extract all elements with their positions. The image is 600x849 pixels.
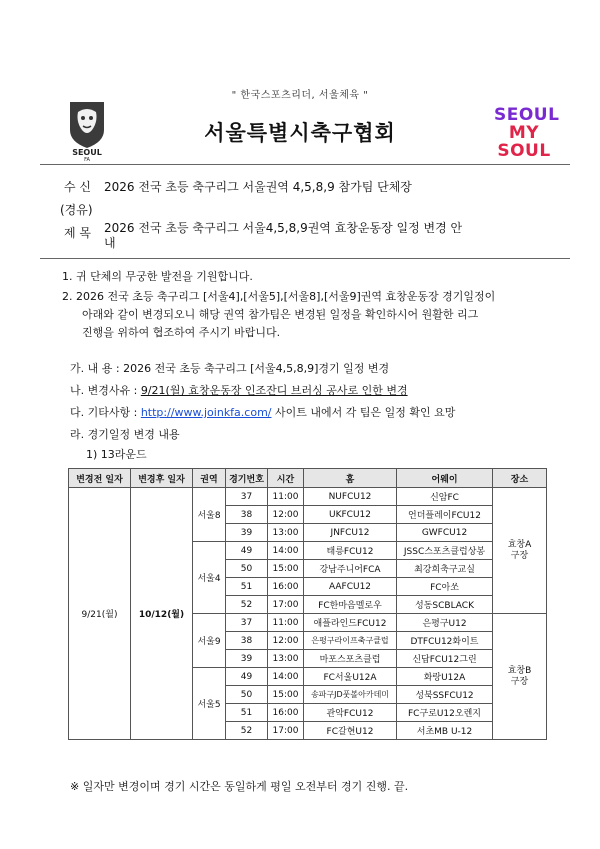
time-cell: 11:00 (268, 614, 304, 632)
away-cell: 언더플레이FCU12 (397, 506, 493, 524)
match-no-cell: 49 (226, 542, 268, 560)
col-after-date: 변경후 일자 (131, 469, 193, 488)
away-cell: GWFCU12 (397, 524, 493, 542)
time-cell: 13:00 (268, 524, 304, 542)
away-cell: FC아쏘 (397, 578, 493, 596)
home-cell: 강남주니어FCA (304, 560, 397, 578)
region-cell: 서울4 (193, 542, 226, 614)
match-no-cell: 37 (226, 488, 268, 506)
match-no-cell: 51 (226, 704, 268, 722)
home-cell: 관악FCU12 (304, 704, 397, 722)
venue-b-cell (493, 614, 547, 740)
time-cell: 17:00 (268, 596, 304, 614)
match-no-cell: 38 (226, 632, 268, 650)
time-cell: 13:00 (268, 650, 304, 668)
item-content-value: 2026 전국 초등 축구리그 [서울4,5,8,9]경기 일정 변경 (123, 362, 390, 375)
table-row (69, 488, 547, 506)
logo-left-main: SEOUL (72, 148, 102, 157)
col-home: 홈 (304, 469, 397, 488)
away-cell: FC구로U12오렌지 (397, 704, 493, 722)
away-cell: 서초MB U-12 (397, 722, 493, 740)
match-no-cell: 52 (226, 596, 268, 614)
home-cell: NUFCU12 (304, 488, 397, 506)
time-cell: 16:00 (268, 578, 304, 596)
paragraph-2-line3: 진행을 위하여 협조하여 주시기 바랍니다. (82, 326, 281, 339)
time-cell: 11:00 (268, 488, 304, 506)
page-title: 서울특별시축구협회 (204, 121, 396, 145)
slogan: " 한국스포츠리더, 서울체육 " (231, 90, 369, 101)
item-content (70, 362, 389, 375)
region-cell: 서울8 (193, 488, 226, 542)
paragraph-2-line1: 2. 2026 전국 초등 축구리그 [서울4],[서울5],[서울8],[서울9]권역 효창운동장 경기일정이 (62, 290, 496, 303)
header-rule-top (40, 164, 570, 165)
away-cell: 신암FC (397, 488, 493, 506)
time-cell: 16:00 (268, 704, 304, 722)
away-cell: 최강희축구교실 (397, 560, 493, 578)
match-no-cell: 37 (226, 614, 268, 632)
venue-b-text: 효창B 구장 (507, 665, 532, 687)
region-cell: 서울5 (193, 668, 226, 740)
paragraph-2-line2: 아래와 같이 변경되오니 해당 권역 참가팀은 변경된 일정을 확인하시어 원활한 리그 (82, 308, 479, 321)
col-venue: 장소 (493, 469, 547, 488)
match-no-cell: 52 (226, 722, 268, 740)
home-cell: 애플라인드FCU12 (304, 614, 397, 632)
logo-right-line2: MY SOUL (497, 123, 551, 161)
schedule-table (68, 468, 547, 740)
recipient-label: 수 신 (64, 180, 91, 194)
time-cell: 14:00 (268, 668, 304, 686)
home-cell: 은평구라이프축구클럽 (304, 632, 397, 650)
home-cell: 송파구JD풋볼아카데미 (304, 686, 397, 704)
time-cell: 12:00 (268, 632, 304, 650)
away-cell: 화랑U12A (397, 668, 493, 686)
home-cell: FC한마음멜로우 (304, 596, 397, 614)
via: (경유) (60, 203, 93, 217)
home-cell: 마포스포츠클럽 (304, 650, 397, 668)
logo-left-sub: FA (84, 157, 90, 163)
away-cell: 신답FCU12그린 (397, 650, 493, 668)
time-cell: 15:00 (268, 686, 304, 704)
match-no-cell: 39 (226, 650, 268, 668)
match-no-cell: 51 (226, 578, 268, 596)
subject-label: 제 목 (64, 226, 91, 240)
match-no-cell: 38 (226, 506, 268, 524)
joinkfa-link[interactable]: http://www.joinkfa.com/ (140, 406, 272, 419)
item-content-label: 가. 내 용 : (70, 362, 120, 375)
home-cell: FC서울U12A (304, 668, 397, 686)
before-date-cell: 9/21(월) (69, 488, 131, 740)
match-no-cell: 49 (226, 668, 268, 686)
recipient: 2026 전국 초등 축구리그 서울권역 4,5,8,9 참가팀 단체장 (104, 180, 412, 194)
away-cell: 성북SSFCU12 (397, 686, 493, 704)
time-cell: 15:00 (268, 560, 304, 578)
seoul-my-soul-logo (494, 105, 560, 161)
home-cell: 태릉FCU12 (304, 542, 397, 560)
region-cell: 서울9 (193, 614, 226, 668)
table-header-row (69, 469, 547, 488)
match-no-cell: 39 (226, 524, 268, 542)
match-no-cell: 50 (226, 560, 268, 578)
item-other (70, 406, 455, 419)
home-cell: JNFCU12 (304, 524, 397, 542)
away-cell: 은평구U12 (397, 614, 493, 632)
away-cell: JSSC스포츠클럽상봉 (397, 542, 493, 560)
col-match-no: 경기번호 (226, 469, 268, 488)
col-away: 어웨이 (397, 469, 493, 488)
item-reason-value: 9/21(월) 효창운동장 인조잔디 브러싱 공사로 인한 변경 (140, 384, 408, 397)
time-cell: 12:00 (268, 506, 304, 524)
time-cell: 14:00 (268, 542, 304, 560)
match-no-cell: 50 (226, 686, 268, 704)
away-cell: DTFCU12화이트 (397, 632, 493, 650)
round-label: 1) 13라운드 (86, 448, 147, 461)
footnote: ※ 일자만 변경이며 경기 시간은 동일하게 평일 오전부터 경기 진행. 끝. (70, 780, 409, 793)
home-cell: AAFCU12 (304, 578, 397, 596)
col-before-date: 변경전 일자 (69, 469, 131, 488)
subject-line2: 내 (104, 236, 116, 250)
item-other-label: 다. 기타사항 : (70, 406, 138, 419)
item-reason (70, 384, 408, 397)
home-cell: UKFCU12 (304, 506, 397, 524)
subject-line1: 2026 전국 초등 축구리그 서울4,5,8,9권역 효창운동장 일정 변경 안 (104, 221, 463, 235)
item-other-rest: 사이트 내에서 각 팀은 일정 확인 요망 (275, 406, 456, 419)
col-region: 권역 (193, 469, 226, 488)
item-reason-label: 나. 변경사유 : (70, 384, 138, 397)
item-schedule-label: 라. 경기일정 변경 내용 (70, 428, 180, 441)
venue-a-text: 효창A 구장 (507, 539, 532, 561)
after-date-cell: 10/12(월) (131, 488, 193, 740)
venue-a-cell (493, 488, 547, 614)
col-time: 시간 (268, 469, 304, 488)
time-cell: 17:00 (268, 722, 304, 740)
paragraph-1: 1. 귀 단체의 무궁한 발전을 기원합니다. (62, 270, 253, 283)
away-cell: 성동SCBLACK (397, 596, 493, 614)
logo-right-line1: SEOUL (494, 105, 560, 125)
header-rule-bottom (40, 258, 570, 259)
home-cell: FC갈현U12 (304, 722, 397, 740)
